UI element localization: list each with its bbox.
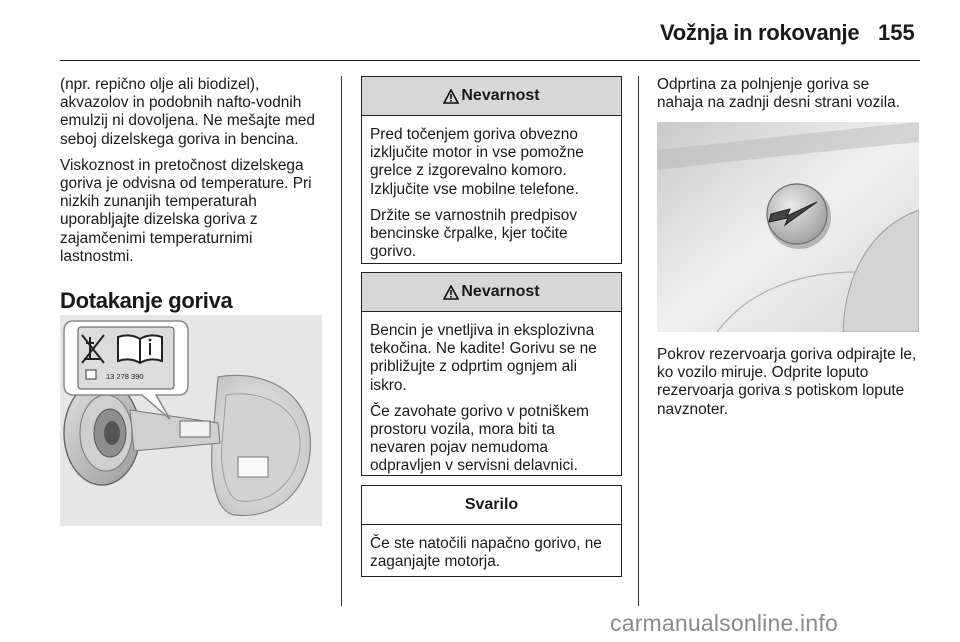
right-column	[657, 76, 919, 120]
figure-label-number: 13 278 390	[106, 372, 144, 381]
danger-box-2-title: Nevarnost	[461, 283, 540, 300]
danger-box-1-text-2: Držite se varnostnih predpisov bencinske črpalke, kjer točite gorivo.	[370, 206, 578, 261]
caution-box-title: Svarilo	[464, 496, 519, 513]
filler-location-paragraph: Odprtina za polnjenje goriva se nahaja na zadnji desni strani vozila.	[657, 76, 900, 112]
watermark: carmanualsonline.info	[610, 610, 838, 636]
left-column	[60, 76, 326, 314]
diesel-paragraph-1: (npr. repično olje ali biodizel), akvazolov in podobnih nafto-vodnih emulzij ni dovoljena. Ne mešajte med seboj dizelskega goriva in bencina.	[60, 76, 315, 148]
caution-box-text: Če ste natočili napačno gorivo, ne zaganjajte motorja.	[370, 535, 602, 571]
fuel-filler-flap-photo	[657, 122, 919, 332]
column-divider-left	[341, 76, 342, 606]
page-number: 155	[878, 20, 915, 45]
danger-box-2-text-1: Bencin je vnetljiva in eksplozivna tekočina. Ne kadite! Gorivu se ne približujte z odprtim ognjem ali iskro.	[370, 322, 597, 394]
manual-book-icon	[118, 335, 162, 363]
column-divider-right	[638, 76, 639, 606]
danger-box-2-header	[362, 273, 621, 312]
danger-box-1-header	[362, 77, 621, 116]
danger-box-2	[361, 272, 622, 476]
warning-triangle-icon	[443, 89, 459, 104]
fuel-flap-illustration	[60, 315, 322, 526]
refuelling-heading: Dotakanje goriva	[60, 288, 233, 314]
right-column-lower	[657, 346, 919, 427]
danger-box-1	[361, 76, 622, 264]
flap-opening-paragraph: Pokrov rezervoarja goriva odpirajte le, ko vozilo miruje. Odprite loputo rezervoarja goriva s potiskom lopute navznoter.	[657, 346, 917, 418]
header-rule	[60, 60, 920, 61]
page-header	[0, 0, 960, 62]
danger-box-1-text-1: Pred točenjem goriva obvezno izključite motor in vse pomožne grelce z izgorevalno komoro. Izključite vse mobilne telefone.	[370, 126, 584, 198]
car-rear-side-illustration	[657, 122, 919, 332]
diesel-paragraph-2: Viskoznost in pretočnost dizelskega goriva je odvisna od temperature. Pri nizkih zunanjih temperaturah uporabljajte dizelska goriva z zajamčenimi temperaturnimi lastnostmi.	[60, 156, 312, 265]
section-title: Vožnja in rokovanje	[660, 20, 860, 45]
warning-triangle-icon	[443, 285, 459, 300]
danger-box-1-title: Nevarnost	[461, 87, 540, 104]
caution-box-header	[362, 486, 621, 525]
fuel-flap-label-figure	[60, 315, 322, 526]
danger-box-2-text-2: Če zavohate gorivo v potniškem prostoru vozila, mora biti ta nevaren pojav nemudoma odpravljen v servisni delavnici.	[370, 402, 590, 475]
caution-box	[361, 485, 622, 577]
